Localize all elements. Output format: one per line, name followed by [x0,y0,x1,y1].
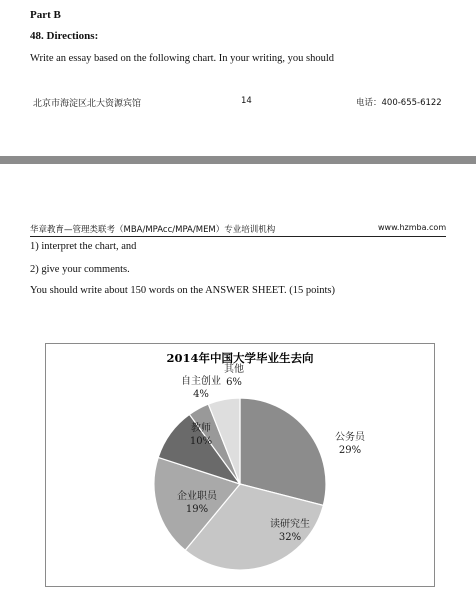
page-separator [0,156,476,164]
directions-text: Write an essay based on the following chart. In your writing, you should [30,53,335,64]
pie-slice-value-label: 4% [193,389,209,400]
footer-phone: 电话：400-655-6122 [356,98,442,108]
pie-slice-category-label: 教师 [191,423,211,434]
pie-slice-value-label: 29% [338,445,362,456]
pie-slice-value-label: 10% [189,436,213,447]
pie-slice-category-label: 读研究生 [270,519,310,530]
pie-chart-frame [45,343,435,587]
pie-chart [46,344,434,586]
pie-slice-category-label: 企业职员 [177,491,217,502]
pie-slice-value-label: 6% [226,377,242,388]
part-heading: Part B [30,9,61,21]
pie-slice-category-label: 其他 [224,364,244,375]
header-rule [30,236,446,237]
instruction-line: 1) interpret the chart, and [30,241,137,252]
chart-title: 2014年中国大学毕业生去向 [166,351,314,365]
footer-page-number: 14 [241,96,252,106]
header-website: www.hzmba.com [378,223,447,232]
directions-heading: 48. Directions: [30,30,99,42]
instruction-line: 2) give your comments. [30,264,130,275]
pie-slice-value-label: 19% [185,504,209,515]
header-organization: 华章教育—管理类联考（MBA/MPAcc/MPA/MEM）专业培训机构 [30,225,276,235]
pie-slice-category-label: 公务员 [335,432,365,443]
pie-slice-category-label: 自主创业 [181,376,221,387]
pie-slice-value-label: 32% [278,532,302,543]
footer-address: 北京市海淀区北大资源宾馆 [33,99,142,109]
instruction-line: You should write about 150 words on the ANSWER SHEET. (15 points) [30,285,335,296]
pie-slices [154,398,326,570]
